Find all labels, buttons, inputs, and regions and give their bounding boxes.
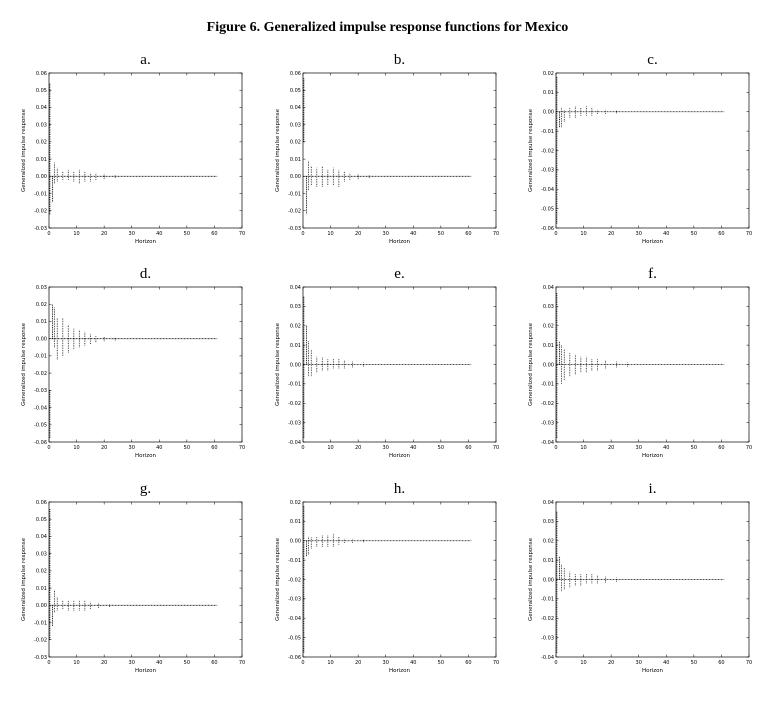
y-tick-label: 0.05 [289, 88, 301, 95]
panel-letter: b. [393, 52, 406, 68]
y-axis-label: Generalized impulse response [528, 537, 534, 622]
x-tick-label: 0 [301, 231, 305, 237]
y-tick-label: 0.01 [35, 156, 47, 163]
x-tick-label: 60 [465, 445, 472, 451]
y-tick-label: 0.01 [289, 342, 301, 349]
x-tick-label: 30 [382, 445, 389, 451]
x-tick-label: 60 [465, 660, 472, 666]
x-tick-label: 40 [156, 231, 163, 237]
chart-panel-1 [21, 52, 245, 245]
y-tick-label: 0.02 [289, 323, 301, 330]
panel-letter: i. [648, 481, 657, 497]
y-tick-label: 0.02 [289, 139, 301, 146]
chart-panel-7 [21, 481, 245, 674]
y-tick-label: 0.03 [289, 122, 301, 129]
x-tick-label: 30 [382, 231, 389, 237]
y-tick-label: 0.02 [35, 568, 47, 575]
x-axis-label: Horizon [388, 453, 411, 459]
panel-letter: e. [394, 266, 405, 282]
x-axis-label: Horizon [388, 668, 411, 674]
chart-panel-6 [528, 266, 752, 459]
y-tick-label: -0.06 [541, 225, 554, 232]
y-tick-label: 0.03 [35, 122, 47, 129]
y-tick-label: 0.03 [35, 551, 47, 558]
y-tick-label: -0.01 [288, 381, 301, 388]
x-tick-label: 10 [580, 445, 587, 451]
x-axis-label: Horizon [641, 668, 664, 674]
y-tick-label: 0.06 [35, 499, 47, 506]
y-tick-label: 0.00 [35, 174, 47, 181]
x-tick-label: 50 [690, 445, 698, 451]
x-tick-label: 70 [745, 445, 753, 451]
y-tick-label: -0.02 [288, 577, 301, 584]
figure-title: Figure 6. Generalized impulse response functions for Mexico [206, 20, 569, 35]
x-tick-label: 70 [492, 445, 500, 451]
y-tick-label: -0.04 [541, 187, 554, 194]
panel-letter: f. [648, 266, 657, 282]
plot-frame [49, 502, 242, 657]
y-tick-label: 0.05 [35, 88, 47, 95]
chart-panel-4 [21, 266, 245, 459]
x-tick-label: 30 [382, 660, 389, 666]
y-tick-label: -0.01 [34, 191, 47, 198]
y-tick-label: 0.01 [35, 585, 47, 592]
x-tick-label: 20 [354, 231, 362, 237]
y-tick-label: 0.04 [542, 284, 554, 291]
y-tick-label: 0.00 [542, 577, 554, 584]
y-tick-label: 0.00 [289, 538, 301, 545]
y-tick-label: 0.00 [289, 362, 301, 369]
x-tick-label: 60 [211, 445, 218, 451]
x-axis-label: Horizon [134, 668, 157, 674]
y-tick-label: -0.06 [34, 439, 47, 446]
x-tick-label: 0 [301, 445, 305, 451]
y-tick-label: -0.01 [288, 191, 301, 198]
y-tick-label: 0.02 [289, 499, 301, 506]
plot-frame [303, 502, 496, 657]
x-tick-label: 50 [437, 660, 445, 666]
y-tick-label: 0.02 [35, 302, 47, 309]
x-tick-label: 10 [327, 445, 334, 451]
x-tick-label: 10 [73, 445, 80, 451]
y-tick-label: 0.03 [35, 284, 47, 291]
x-tick-label: 40 [663, 445, 670, 451]
x-tick-label: 40 [410, 660, 417, 666]
x-tick-label: 70 [238, 660, 246, 666]
x-tick-label: 40 [410, 231, 417, 237]
x-tick-label: 30 [635, 660, 642, 666]
y-tick-label: -0.02 [288, 208, 301, 215]
plot-frame [49, 73, 242, 228]
x-tick-label: 60 [211, 231, 218, 237]
y-tick-label: 0.04 [289, 105, 301, 112]
x-tick-label: 60 [718, 660, 725, 666]
plot-frame [49, 287, 242, 442]
x-tick-label: 0 [554, 445, 558, 451]
y-tick-label: -0.05 [34, 422, 47, 429]
y-axis-label: Generalized impulse response [275, 537, 281, 622]
x-tick-label: 20 [100, 660, 108, 666]
y-tick-label: -0.02 [34, 370, 47, 377]
x-tick-label: 20 [607, 660, 615, 666]
panel-letter: g. [139, 481, 152, 497]
y-tick-label: 0.03 [542, 304, 554, 311]
y-tick-label: -0.04 [288, 616, 301, 623]
panel-letter: d. [139, 266, 152, 282]
x-tick-label: 60 [465, 231, 472, 237]
x-tick-label: 50 [690, 231, 698, 237]
x-tick-label: 10 [327, 231, 334, 237]
x-tick-label: 40 [410, 445, 417, 451]
y-tick-label: -0.02 [541, 401, 554, 408]
y-tick-label: -0.03 [541, 167, 554, 174]
y-axis-label: Generalized impulse response [21, 537, 27, 622]
x-tick-label: 70 [238, 445, 246, 451]
x-tick-label: 50 [437, 445, 445, 451]
y-tick-label: -0.06 [288, 654, 301, 661]
x-tick-label: 60 [211, 660, 218, 666]
x-tick-label: 0 [47, 231, 51, 237]
y-tick-label: -0.01 [34, 620, 47, 627]
x-tick-label: 40 [156, 445, 163, 451]
y-tick-label: 0.04 [289, 284, 301, 291]
x-tick-label: 20 [100, 445, 108, 451]
y-axis-label: Generalized impulse response [21, 108, 27, 193]
y-tick-label: -0.04 [541, 654, 554, 661]
y-tick-label: 0.04 [542, 499, 554, 506]
chart-panel-9 [528, 481, 752, 674]
y-tick-label: -0.02 [34, 208, 47, 215]
y-tick-label: 0.01 [289, 519, 301, 526]
x-axis-label: Horizon [134, 239, 157, 245]
y-tick-label: -0.03 [34, 225, 47, 232]
y-tick-label: -0.04 [288, 439, 301, 446]
y-tick-label: -0.03 [34, 388, 47, 395]
x-tick-label: 60 [718, 445, 725, 451]
y-tick-label: -0.02 [288, 401, 301, 408]
y-tick-label: 0.05 [35, 517, 47, 524]
panel-letter: c. [647, 52, 658, 68]
x-tick-label: 20 [100, 231, 108, 237]
y-tick-label: 0.00 [542, 109, 554, 116]
panel-letter: h. [393, 481, 406, 497]
x-tick-label: 10 [580, 660, 587, 666]
x-axis-label: Horizon [134, 453, 157, 459]
y-tick-label: -0.01 [288, 557, 301, 564]
chart-panel-8 [275, 481, 499, 674]
y-tick-label: 0.00 [35, 336, 47, 343]
x-tick-label: 40 [663, 231, 670, 237]
y-tick-label: 0.06 [35, 70, 47, 77]
y-axis-label: Generalized impulse response [275, 322, 281, 407]
x-tick-label: 50 [183, 660, 191, 666]
x-tick-label: 0 [301, 660, 305, 666]
y-tick-label: 0.03 [542, 519, 554, 526]
y-tick-label: -0.04 [541, 439, 554, 446]
y-tick-label: -0.04 [34, 405, 47, 412]
chart-panel-2 [275, 52, 499, 245]
panel-letter: a. [140, 52, 151, 68]
y-tick-label: -0.05 [541, 206, 554, 213]
y-tick-label: 0.04 [35, 105, 47, 112]
x-tick-label: 0 [47, 660, 51, 666]
x-tick-label: 10 [73, 231, 80, 237]
x-tick-label: 20 [607, 231, 615, 237]
x-tick-label: 70 [238, 231, 246, 237]
x-tick-label: 20 [607, 445, 615, 451]
x-tick-label: 50 [183, 231, 191, 237]
x-tick-label: 0 [47, 445, 51, 451]
y-tick-label: 0.01 [542, 342, 554, 349]
y-tick-label: -0.02 [34, 637, 47, 644]
y-tick-label: -0.03 [288, 596, 301, 603]
x-tick-label: 50 [183, 445, 191, 451]
y-tick-label: -0.02 [541, 148, 554, 155]
x-tick-label: 70 [745, 660, 753, 666]
x-tick-label: 30 [128, 445, 135, 451]
y-axis-label: Generalized impulse response [275, 108, 281, 193]
plot-frame [556, 73, 749, 228]
x-tick-label: 50 [690, 660, 698, 666]
y-tick-label: -0.02 [541, 616, 554, 623]
y-axis-label: Generalized impulse response [21, 322, 27, 407]
y-tick-label: 0.00 [35, 603, 47, 610]
x-tick-label: 70 [745, 231, 753, 237]
x-axis-label: Horizon [641, 453, 664, 459]
y-tick-label: 0.00 [542, 362, 554, 369]
x-tick-label: 30 [128, 660, 135, 666]
y-tick-label: -0.01 [541, 596, 554, 603]
x-tick-label: 30 [635, 231, 642, 237]
x-tick-label: 40 [663, 660, 670, 666]
x-tick-label: 0 [554, 660, 558, 666]
y-tick-label: -0.01 [541, 381, 554, 388]
x-tick-label: 10 [73, 660, 80, 666]
y-tick-label: -0.03 [34, 654, 47, 661]
x-tick-label: 50 [437, 231, 445, 237]
y-tick-label: -0.01 [541, 128, 554, 135]
y-tick-label: 0.02 [542, 70, 554, 77]
x-tick-label: 10 [327, 660, 334, 666]
y-tick-label: -0.03 [541, 420, 554, 427]
y-axis-label: Generalized impulse response [528, 108, 534, 193]
x-tick-label: 30 [635, 445, 642, 451]
x-tick-label: 20 [354, 660, 362, 666]
x-axis-label: Horizon [388, 239, 411, 245]
y-tick-label: 0.02 [35, 139, 47, 146]
y-tick-label: 0.04 [35, 534, 47, 541]
x-tick-label: 40 [156, 660, 163, 666]
y-tick-label: -0.03 [541, 635, 554, 642]
x-tick-label: 70 [492, 660, 500, 666]
y-tick-label: 0.01 [289, 156, 301, 163]
y-tick-label: 0.01 [542, 90, 554, 97]
y-tick-label: 0.00 [289, 174, 301, 181]
x-tick-label: 10 [580, 231, 587, 237]
plot-frame [303, 73, 496, 228]
y-tick-label: 0.01 [35, 319, 47, 326]
x-tick-label: 0 [554, 231, 558, 237]
y-tick-label: 0.01 [542, 557, 554, 564]
y-tick-label: -0.03 [288, 225, 301, 232]
x-tick-label: 30 [128, 231, 135, 237]
y-tick-label: -0.01 [34, 353, 47, 360]
x-tick-label: 60 [718, 231, 725, 237]
x-tick-label: 70 [492, 231, 500, 237]
chart-panel-5 [275, 266, 499, 459]
x-tick-label: 20 [354, 445, 362, 451]
y-axis-label: Generalized impulse response [528, 322, 534, 407]
y-tick-label: 0.03 [289, 304, 301, 311]
y-tick-label: -0.03 [288, 420, 301, 427]
y-tick-label: 0.02 [542, 538, 554, 545]
chart-panel-3 [528, 52, 752, 245]
y-tick-label: -0.05 [288, 635, 301, 642]
y-tick-label: 0.02 [542, 323, 554, 330]
y-tick-label: 0.06 [289, 70, 301, 77]
x-axis-label: Horizon [641, 239, 664, 245]
